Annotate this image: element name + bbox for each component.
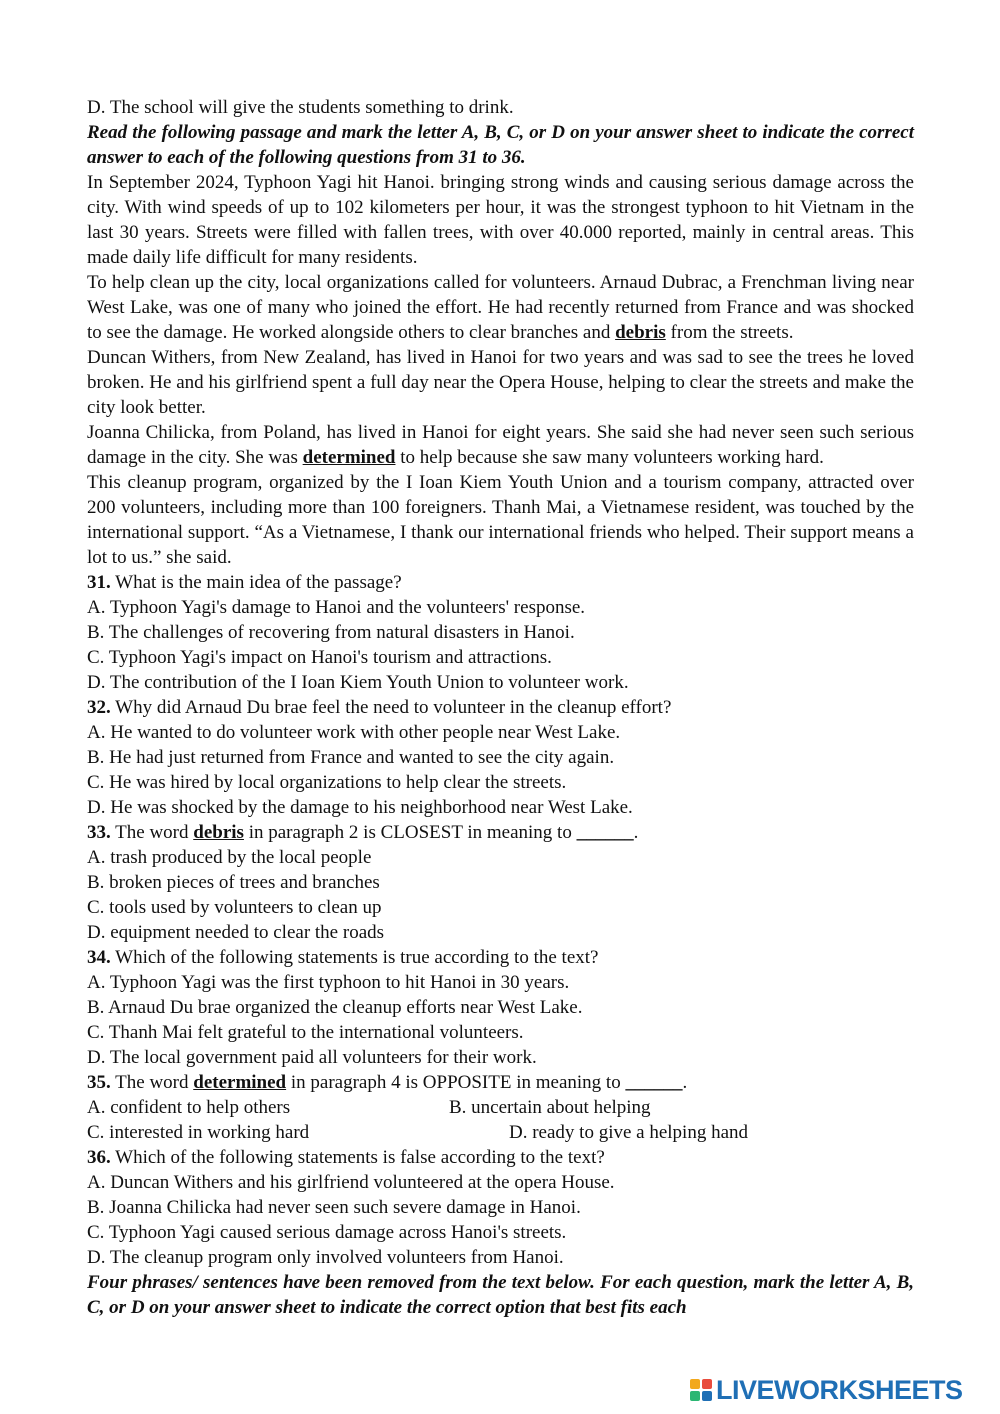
liveworksheets-logo-text: LIVEWORKSHEETS	[716, 1374, 963, 1405]
option-32-b[interactable]: B. He had just returned from France and wanted to see the city again.	[87, 747, 615, 768]
question-32	[87, 695, 914, 720]
passage-paragraph-4	[87, 420, 914, 470]
question-31	[87, 570, 914, 595]
options-35-row-1	[87, 1095, 914, 1120]
answer-blank: ______	[625, 1072, 683, 1093]
question-text: Which of the following statements is false according to the text?	[110, 1147, 605, 1168]
highlight-word-debris: debris	[193, 822, 244, 843]
passage-paragraph-2	[87, 270, 914, 345]
question-text-rest: in paragraph 4 is OPPOSITE in meaning to	[286, 1072, 626, 1093]
question-period: .	[682, 1072, 688, 1093]
option-34-b[interactable]: B. Arnaud Du brae organized the cleanup efforts near West Lake.	[87, 997, 583, 1018]
option-33-a[interactable]: A. trash produced by the local people	[87, 847, 372, 868]
option-33-c[interactable]: C. tools used by volunteers to clean up	[87, 897, 382, 918]
question-number: 32.	[87, 697, 111, 718]
question-33	[87, 820, 914, 845]
question-text-rest: in paragraph 2 is CLOSEST in meaning to	[243, 822, 577, 843]
question-35	[87, 1070, 914, 1095]
cloze-instruction: Four phrases/ sentences have been removed from the text below. For each question, mark the letter A, B, C, or D on your answer sheet to indicate the correct option that best fits each	[87, 1272, 914, 1318]
paragraph-2-text-end: from the streets.	[665, 322, 794, 343]
option-36-d[interactable]: D. The cleanup program only involved volunteers from Hanoi.	[87, 1247, 564, 1268]
question-number: 31.	[87, 572, 111, 593]
question-number: 35.	[87, 1072, 111, 1093]
question-text: The word	[110, 822, 194, 843]
liveworksheets-logo[interactable]	[690, 1376, 963, 1404]
option-34-a[interactable]: A. Typhoon Yagi was the first typhoon to hit Hanoi in 30 years.	[87, 972, 570, 993]
option-33-b[interactable]: B. broken pieces of trees and branches	[87, 872, 380, 893]
option-31-d[interactable]: D. The contribution of the I Ioan Kiem Youth Union to volunteer work.	[87, 672, 629, 693]
highlight-word-determined: determined	[193, 1072, 287, 1093]
answer-blank: ______	[576, 822, 634, 843]
passage-paragraph-1: In September 2024, Typhoon Yagi hit Hanoi. bringing strong winds and causing serious damage across the city. With wind speeds of up to 102 kilometers per hour, it was the strongest typhoon to hit Vietnam in the last 30 years. Streets were filled with fallen trees, with over 40.000 reported, mainly in central areas. This made daily life difficult for many residents.	[87, 172, 914, 268]
question-text: Why did Arnaud Du brae feel the need to volunteer in the cleanup effort?	[110, 697, 672, 718]
paragraph-4-text: Joanna Chilicka, from Poland, has lived in Hanoi for eight years. She said she had never seen such serious damage in the city. She was	[87, 422, 914, 468]
paragraph-4-text-end: to help because she saw many volunteers working hard.	[395, 447, 824, 468]
option-35-a[interactable]: A. confident to help others	[87, 1097, 291, 1118]
option-35-c[interactable]: C. interested in working hard	[87, 1122, 310, 1143]
question-text: What is the main idea of the passage?	[110, 572, 402, 593]
options-35-row-2	[87, 1120, 914, 1145]
option-33-d[interactable]: D. equipment needed to clear the roads	[87, 922, 385, 943]
option-32-d[interactable]: D. He was shocked by the damage to his neighborhood near West Lake.	[87, 797, 633, 818]
option-36-c[interactable]: C. Typhoon Yagi caused serious damage across Hanoi's streets.	[87, 1222, 567, 1243]
option-32-c[interactable]: C. He was hired by local organizations to help clear the streets.	[87, 772, 567, 793]
question-number: 36.	[87, 1147, 111, 1168]
worksheet-page	[87, 95, 914, 1320]
option-34-d[interactable]: D. The local government paid all volunteers for their work.	[87, 1047, 537, 1068]
question-36	[87, 1145, 914, 1170]
option-35-b[interactable]: B. uncertain about helping	[449, 1097, 651, 1118]
reading-instruction: Read the following passage and mark the letter A, B, C, or D on your answer sheet to indicate the correct answer to each of the following questions from 31 to 36.	[87, 122, 914, 168]
question-number: 34.	[87, 947, 111, 968]
question-text: The word	[110, 1072, 194, 1093]
option-32-a[interactable]: A. He wanted to do volunteer work with other people near West Lake.	[87, 722, 621, 743]
highlight-word-debris: debris	[615, 322, 666, 343]
question-period: .	[633, 822, 639, 843]
paragraph-2-text: To help clean up the city, local organizations called for volunteers. Arnaud Dubrac, a Frenchman living near West Lake, was one of many who joined the effort. He had recently returned from France and was shocked to see the damage. He worked alongside others to clear branches and	[87, 272, 914, 343]
option-31-a[interactable]: A. Typhoon Yagi's damage to Hanoi and the volunteers' response.	[87, 597, 586, 618]
question-text: Which of the following statements is true according to the text?	[110, 947, 599, 968]
highlight-word-determined: determined	[302, 447, 396, 468]
question-34	[87, 945, 914, 970]
passage-paragraph-5: This cleanup program, organized by the I Ioan Kiem Youth Union and a tourism company, attracted over 200 volunteers, including more than 100 foreigners. Thanh Mai, a Vietnamese resident, was touched by the international support. “As a Vietnamese, I thank our international friends who helped. Their support means a lot to us.” she said.	[87, 472, 914, 568]
liveworksheets-logo-icon	[690, 1379, 712, 1401]
option-36-a[interactable]: A. Duncan Withers and his girlfriend volunteered at the opera House.	[87, 1172, 615, 1193]
option-36-b[interactable]: B. Joanna Chilicka had never seen such severe damage in Hanoi.	[87, 1197, 581, 1218]
option-31-b[interactable]: B. The challenges of recovering from natural disasters in Hanoi.	[87, 622, 575, 643]
question-number: 33.	[87, 822, 111, 843]
option-34-c[interactable]: C. Thanh Mai felt grateful to the international volunteers.	[87, 1022, 524, 1043]
option-31-c[interactable]: C. Typhoon Yagi's impact on Hanoi's tourism and attractions.	[87, 647, 552, 668]
previous-option-d: D. The school will give the students something to drink.	[87, 97, 514, 118]
passage-paragraph-3: Duncan Withers, from New Zealand, has lived in Hanoi for two years and was sad to see the trees he loved broken. He and his girlfriend spent a full day near the Opera House, helping to clear the streets and make the city look better.	[87, 347, 914, 418]
option-35-d[interactable]: D. ready to give a helping hand	[509, 1122, 749, 1143]
